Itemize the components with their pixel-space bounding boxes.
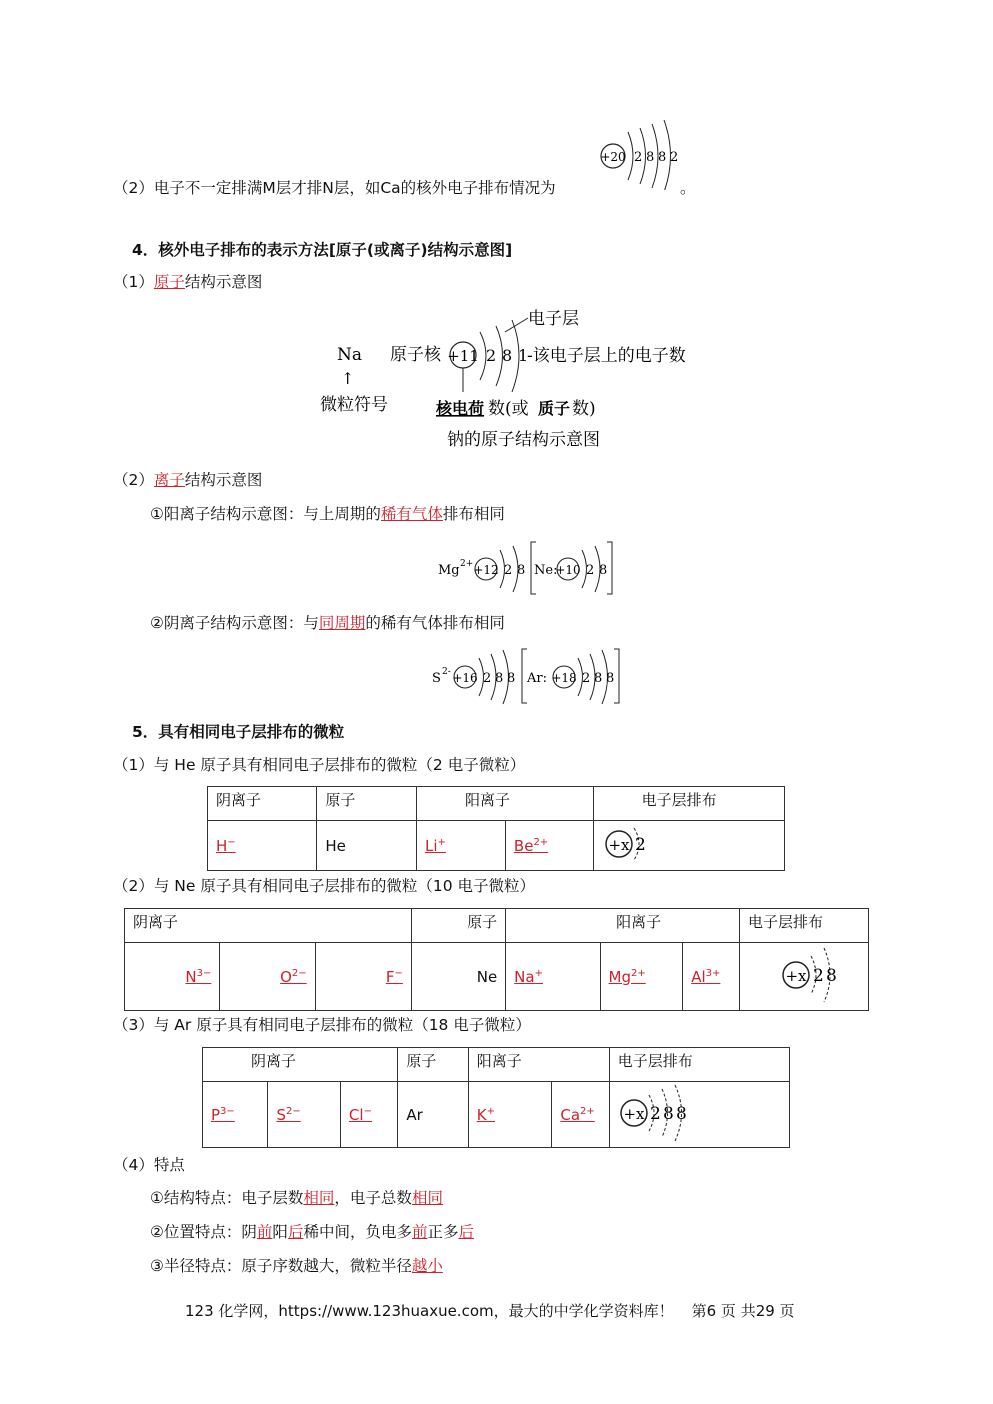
s-shell-1: 2	[483, 671, 492, 686]
item2-prefix: （2）	[113, 471, 154, 489]
na-nucleus-label: 原子核	[390, 345, 441, 365]
t1-header-anion: 阴离子	[208, 787, 317, 821]
t1-cation-1-cell	[416, 821, 505, 871]
table-he	[207, 786, 785, 871]
ca-nucleus: +20	[600, 150, 626, 164]
t3-anion-2-cell	[268, 1082, 340, 1148]
t2-anion-1-cell	[125, 943, 220, 1011]
ca-shell-2: 8	[646, 150, 655, 165]
na-arrow: ↑	[341, 369, 355, 388]
feature-2-red-2: 后	[287, 1223, 304, 1241]
feature-1-red-2: 相同	[411, 1189, 443, 1207]
na-symbol-label: 微粒符号	[320, 395, 388, 415]
t1-shell-1: 2	[634, 834, 646, 855]
ca-structure-diagram	[598, 118, 688, 190]
t3-shell-3: 8	[675, 1103, 687, 1124]
t2-cation-2-cell	[600, 943, 683, 1011]
ne-ref-shell-1: 2	[586, 563, 595, 578]
feature-3: ③半径特点：原子序数越大，微粒半径越小	[150, 1257, 443, 1275]
ca-sentence-end: 。	[680, 179, 696, 197]
t2-anion-3: F−	[385, 967, 403, 986]
features-title: （4）特点	[113, 1156, 185, 1174]
table-ar	[202, 1047, 790, 1148]
t3-header-cation: 阳离子	[468, 1048, 609, 1082]
feature-2-red-1: 前	[256, 1223, 273, 1241]
item2-suffix: 结构示意图	[184, 471, 263, 489]
na-structure-diagram	[310, 300, 710, 460]
t1-cation-2-cell	[505, 821, 593, 871]
t2-cation-2: $Mg^{2+}$	[608, 967, 646, 986]
t2-header-anion: 阴离子	[125, 909, 412, 943]
t1-shell-diagram	[602, 822, 662, 866]
ne-ref-shell-2: 8	[599, 563, 608, 578]
na-charge-label-a: 核电荷	[436, 399, 485, 418]
table2-title: （2）与 Ne 原子具有相同电子层排布的微粒（10 电子微粒）	[113, 877, 535, 895]
feature-2-red-4: 后	[458, 1223, 475, 1241]
mg-ion-symbol: Mg	[438, 563, 460, 578]
na-electron-label: -该电子层上的电子数	[527, 346, 686, 366]
t3-cation-1-cell	[468, 1082, 552, 1148]
t2-nucleus: +x	[785, 966, 807, 985]
na-nucleus: +11	[447, 347, 479, 365]
ca-shell-4: 2	[670, 150, 679, 165]
t3-cation-2-cell	[552, 1082, 609, 1148]
t2-anion-2: $O^{2-}$	[280, 967, 307, 986]
t1-shell-cell	[593, 821, 784, 871]
ca-shell-1: 2	[634, 150, 643, 165]
cation-red: 稀有气体	[380, 505, 443, 523]
t1-cation-2: $Be^{2+}$	[513, 836, 549, 855]
na-shell-1: 2	[486, 346, 497, 365]
mg-ion-diagram	[436, 538, 616, 598]
anion-prefix: ②阴离子结构示意图：与	[150, 614, 319, 632]
t2-shell-cell	[740, 943, 869, 1011]
t2-cation-1-cell	[506, 943, 600, 1011]
t3-header-anion: 阴离子	[203, 1048, 398, 1082]
item1-red: 原子	[153, 273, 185, 291]
feature-2: ②位置特点：阴前阳后稀中间，负电多前正多后	[150, 1223, 475, 1241]
section4-heading-b: 方法	[297, 241, 329, 259]
ca-sentence-text: （2）电子不一定排满M层才排N层，如Ca的核外电子排布情况为	[113, 179, 556, 197]
table1-title: （1）与 He 原子具有相同电子层排布的微粒（2 电子微粒）	[113, 756, 526, 774]
na-shell-label: 电子层	[528, 309, 579, 329]
t3-anion-3: Cl−	[348, 1105, 372, 1124]
t3-anion-1: $P^{3-}$	[211, 1105, 235, 1124]
cation-suffix: 排布相同	[442, 505, 505, 523]
t3-anion-2: $S^{2-}$	[276, 1105, 301, 1124]
s-ion-charge: 2-	[442, 667, 451, 677]
t1-header-cation: 阳离子	[416, 787, 593, 821]
ar-ref-shell-3: 8	[606, 671, 615, 686]
mg-ion-charge: 2+	[460, 559, 474, 569]
na-caption: 钠的原子结构示意图	[447, 430, 600, 450]
t3-shell-1: 2	[649, 1103, 661, 1124]
na-charge-label-c: 质子	[538, 399, 571, 418]
t2-anion-3-cell	[315, 943, 411, 1011]
t2-cation-3: $Al^{3+}$	[691, 967, 721, 986]
section5-heading: 5．具有相同电子层排布的微粒	[132, 723, 345, 741]
t1-nucleus: +x	[608, 835, 630, 854]
mg-nucleus: +12	[473, 563, 499, 577]
footer-page-number: 第6 页 共29 页	[691, 1302, 795, 1320]
s-ion-diagram	[430, 646, 625, 706]
t3-nucleus: +x	[623, 1104, 645, 1123]
na-symbol: Na	[337, 345, 363, 365]
anion-suffix: 的稀有气体排布相同	[365, 614, 505, 632]
ne-ref-symbol: Ne:	[534, 563, 558, 578]
ca-sentence	[113, 176, 556, 198]
t1-anion: H−	[216, 836, 236, 855]
t1-cation-1: Li+	[424, 836, 446, 855]
s-shell-2: 8	[495, 671, 504, 686]
na-shell-2: 8	[502, 346, 513, 365]
cation-prefix: ①阳离子结构示意图：与上周期的	[150, 505, 381, 523]
section4-item2	[113, 468, 262, 490]
t1-anion-cell	[208, 821, 317, 871]
na-charge-label-b: 数(或	[488, 399, 529, 419]
t3-shell-cell	[609, 1082, 789, 1148]
section4-item1	[113, 270, 262, 292]
ar-ref-shell-2: 8	[594, 671, 603, 686]
item2-red: 离子	[153, 471, 185, 489]
s-nucleus: +16	[452, 671, 478, 685]
t3-cation-2: $Ca^{2+}$	[560, 1105, 595, 1124]
s-ion-symbol: S	[432, 671, 441, 686]
ar-ref-nucleus: +18	[551, 671, 577, 685]
item1-suffix: 结构示意图	[184, 273, 263, 291]
feature-3-red: 越小	[411, 1257, 443, 1275]
footer-text: 123 化学网，https://www.123huaxue.com，最大的中学化学资料库！	[185, 1302, 674, 1320]
t2-anion-1: $N^{3-}$	[185, 967, 212, 986]
t3-anion-1-cell	[203, 1082, 268, 1148]
t2-header-atom: 原子	[411, 909, 505, 943]
t2-header-shells: 电子层排布	[740, 909, 869, 943]
t2-shell-2: 8	[826, 965, 837, 986]
t1-header-atom: 原子	[317, 787, 417, 821]
t3-shell-2: 8	[662, 1103, 674, 1124]
na-shell-3: 1	[518, 346, 529, 365]
ar-ref-shell-1: 2	[582, 671, 591, 686]
t2-anion-2-cell	[220, 943, 315, 1011]
anion-red: 同周期	[318, 614, 366, 632]
mg-shell-2: 8	[517, 563, 526, 578]
t3-shell-diagram	[618, 1083, 708, 1143]
t3-header-shells: 电子层排布	[609, 1048, 789, 1082]
t3-anion-3-cell	[340, 1082, 397, 1148]
t2-shell-1: 2	[813, 965, 824, 986]
t3-header-atom: 原子	[398, 1048, 468, 1082]
mg-shell-1: 2	[504, 563, 513, 578]
s-shell-3: 8	[507, 671, 516, 686]
t3-atom-cell: Ar	[398, 1082, 468, 1148]
cation-line	[150, 502, 505, 524]
t1-atom-cell: He	[317, 821, 417, 871]
ar-ref-symbol: Ar:	[527, 671, 547, 686]
t2-shell-diagram	[780, 944, 852, 1006]
t2-header-cation: 阳离子	[506, 909, 740, 943]
ne-ref-nucleus: +10	[555, 563, 581, 577]
t2-cation-3-cell	[683, 943, 740, 1011]
item1-prefix: （1）	[113, 273, 154, 291]
feature-2-red-3: 前	[411, 1223, 428, 1241]
section4-heading	[132, 238, 512, 260]
feature-1: ①结构特点：电子层数相同，电子总数相同	[150, 1189, 443, 1207]
na-charge-label-d: 数)	[572, 399, 596, 419]
table3-title: （3）与 Ar 原子具有相同电子层排布的微粒（18 电子微粒）	[113, 1016, 531, 1034]
table-ne	[124, 908, 869, 1011]
page-footer	[185, 1300, 795, 1321]
feature-1-red-1: 相同	[303, 1189, 335, 1207]
t3-cation-1: K+	[476, 1105, 496, 1124]
section4-heading-c: [原子(或离子)结构示意图]	[328, 241, 513, 259]
t1-header-shells: 电子层排布	[593, 787, 784, 821]
section4-heading-a: 4．核外电子排布的表示	[132, 241, 298, 259]
t2-atom-cell: Ne	[411, 943, 505, 1011]
ca-shell-3: 8	[658, 150, 667, 165]
anion-line	[150, 611, 505, 633]
t2-cation-1: Na+	[514, 967, 543, 986]
